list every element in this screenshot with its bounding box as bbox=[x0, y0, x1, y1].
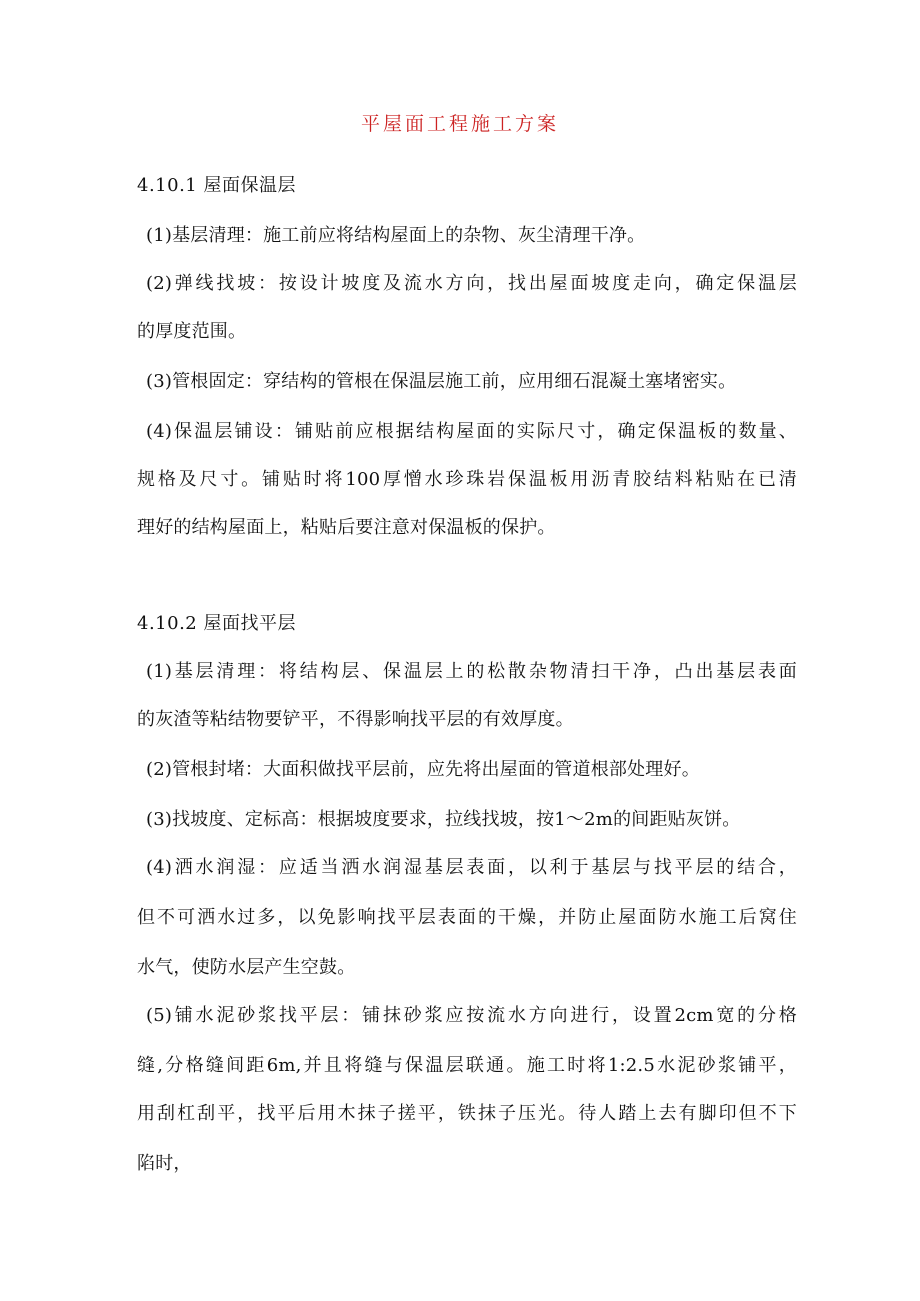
paragraph-line: 水气，使防水层产生空鼓。 bbox=[137, 957, 356, 978]
paragraph-line: (3)管根固定：穿结构的管根在保温层施工前，应用细石混凝土塞堵密实。 bbox=[146, 371, 737, 392]
paragraph-line: (1)基层清理：施工前应将结构屋面上的杂物、灰尘清理干净。 bbox=[146, 225, 646, 246]
paragraph-line: 的灰渣等粘结物要铲平，不得影响找平层的有效厚度。 bbox=[137, 709, 574, 730]
paragraph-line: 陷时， bbox=[137, 1153, 192, 1174]
paragraph-line: (4)洒水润湿：应适当洒水润湿基层表面，以利于基层与找平层的结合， bbox=[146, 857, 797, 878]
paragraph-line: 理好的结构屋面上，粘贴后要注意对保温板的保护。 bbox=[137, 517, 556, 538]
paragraph-line: (4)保温层铺设：铺贴前应根据结构屋面的实际尺寸，确定保温板的数量、 bbox=[146, 421, 797, 442]
document-title: 平屋面工程施工方案 bbox=[360, 113, 559, 135]
paragraph-line: (3)找坡度、定标高：根据坡度要求，拉线找坡，按1～2m的间距贴灰饼。 bbox=[146, 809, 741, 830]
paragraph-line: 规格及尺寸。铺贴时将100厚憎水珍珠岩保温板用沥青胶结料粘贴在已清 bbox=[137, 469, 797, 490]
paragraph-line: 缝,分格缝间距6m,并且将缝与保温层联通。施工时将1:2.5水泥砂浆铺平， bbox=[137, 1055, 797, 1076]
paragraph-line: (2)管根封堵：大面积做找平层前，应先将出屋面的管道根部处理好。 bbox=[146, 759, 700, 780]
paragraph-line: (5)铺水泥砂浆找平层：铺抹砂浆应按流水方向进行，设置2cm宽的分格 bbox=[146, 1005, 797, 1026]
paragraph-line: (1)基层清理：将结构层、保温层上的松散杂物清扫干净，凸出基层表面 bbox=[146, 661, 797, 682]
paragraph-line: 用刮杠刮平，找平后用木抹子搓平，铁抹子压光。待人踏上去有脚印但不下 bbox=[137, 1103, 797, 1124]
section-heading-2: 4.10.2 屋面找平层 bbox=[137, 613, 296, 634]
paragraph-line: 的厚度范围。 bbox=[137, 321, 247, 342]
paragraph-line: (2)弹线找坡：按设计坡度及流水方向，找出屋面坡度走向，确定保温层 bbox=[146, 273, 797, 294]
paragraph-line: 但不可洒水过多，以免影响找平层表面的干燥，并防止屋面防水施工后窝住 bbox=[137, 907, 797, 928]
section-heading-1: 4.10.1 屋面保温层 bbox=[137, 175, 296, 196]
